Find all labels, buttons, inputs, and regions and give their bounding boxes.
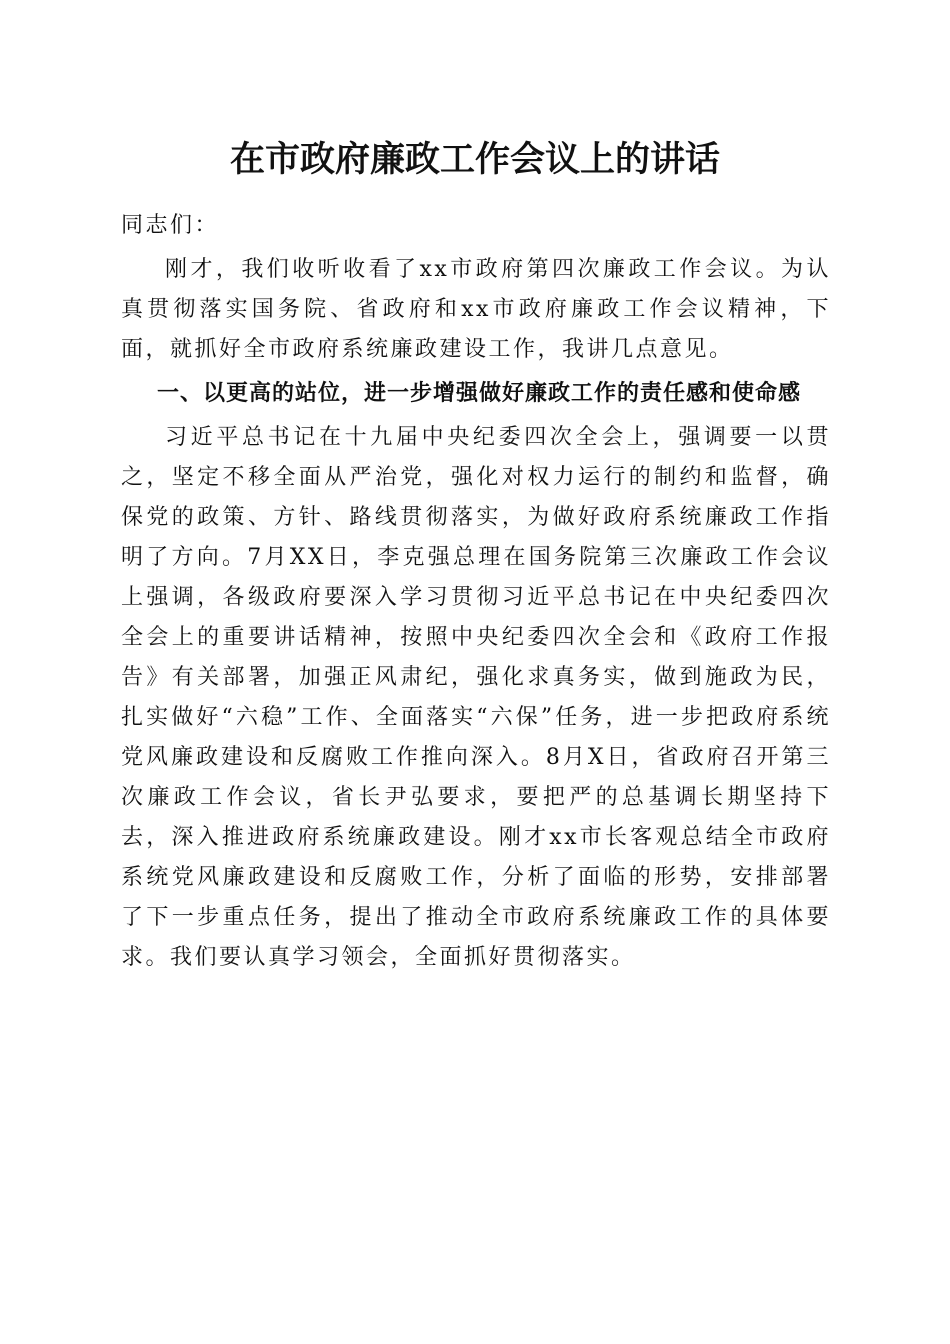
salutation: 同志们： xyxy=(121,213,220,238)
document-body xyxy=(121,206,831,982)
section-heading: 一、以更高的站位，进一步增强做好廉政工作的责任感和使命感 xyxy=(157,381,802,406)
intro-paragraph: 刚才，我们收听收看了xx市政府第四次廉政工作会议。为认真贯彻落实国务院、省政府和xx市政府廉政工作会议精神，下面，就抓好全市政府系统廉政建设工作，我讲几点意见。 xyxy=(121,257,831,362)
section-paragraph: 习近平总书记在十九届中央纪委四次全会上，强调要一以贯之，坚定不移全面从严治党，强化对权力运行的制约和监督，确保党的政策、方针、路线贯彻落实，为做好政府系统廉政工作指明了方向。7月XX日，李克强总理在国务院第三次廉政工作会议上强调，各级政府要深入学习贯彻习近平总书记在中央纪委四次全会上的重要讲话精神，按照中央纪委四次全会和《政府工作报告》有关部署，加强正风肃纪，强化求真务实，做到施政为民，扎实做好“六稳”工作、全面落实“六保”任务，进一步把政府系统党风廉政建设和反腐败工作推向深入。8月X日，省政府召开第三次廉政工作会议，省长尹弘要求，要把严的总基调长期坚持下去，深入推进政府系统廉政建设。刚才xx市长客观总结全市政府系统党风廉政建设和反腐败工作，分析了面临的形势，安排部署了下一步重点任务，提出了推动全市政府系统廉政工作的具体要求。我们要认真学习领会，全面抓好贯彻落实。 xyxy=(121,425,831,970)
document-title: 在市政府廉政工作会议上的讲话 xyxy=(229,139,720,180)
